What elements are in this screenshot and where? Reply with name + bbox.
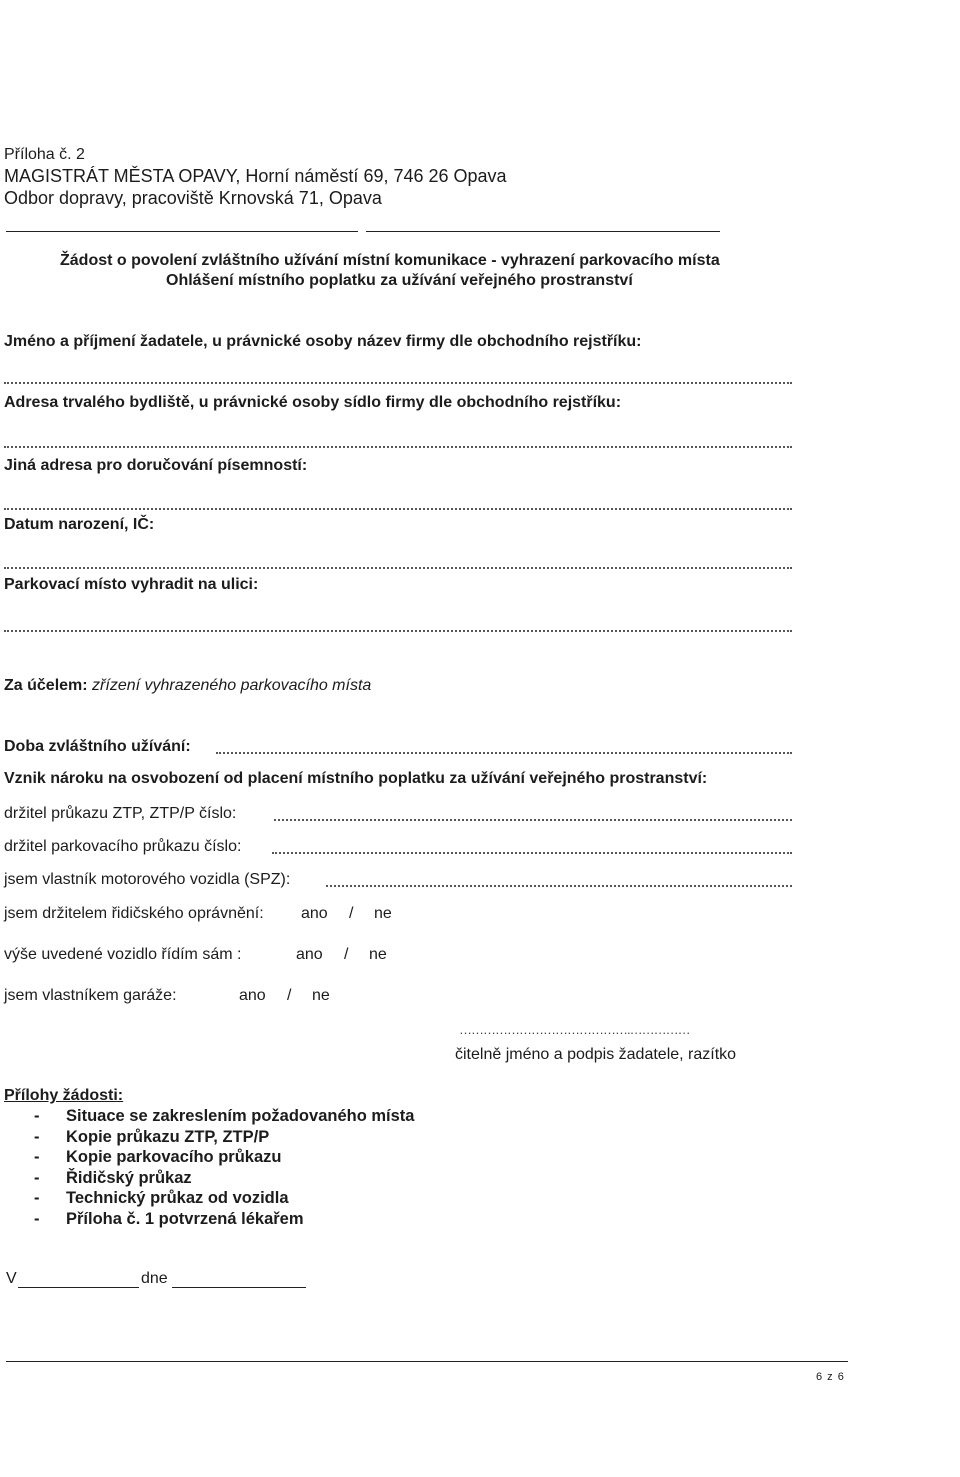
applicant-name-label: Jméno a příjmení žadatele, u právnické osoby název firmy dle obchodního rejstříku:: [4, 333, 642, 350]
parking-card-field[interactable]: [272, 852, 792, 854]
vehicle-owner-field[interactable]: [326, 885, 792, 887]
license-holder-label: jsem držitelem řidičského oprávnění:: [4, 905, 264, 922]
signature-caption: čitelně jméno a podpis žadatele, razítko: [455, 1046, 737, 1063]
garage-owner-slash: /: [287, 987, 292, 1004]
license-holder-row: [4, 905, 264, 923]
drive-myself-no[interactable]: ne: [369, 946, 387, 963]
place-label: V: [6, 1270, 17, 1287]
attachment-number: Příloha č. 2: [4, 146, 85, 163]
page-number: 6 z 6: [816, 1371, 845, 1383]
attachment-label: Příloha č. 1 potvrzená lékařem: [66, 1209, 304, 1228]
department-address: Odbor dopravy, pracoviště Krnovská 71, Opava: [4, 188, 382, 208]
garage-owner-no[interactable]: ne: [312, 987, 330, 1004]
duration-label: Doba zvláštního užívání:: [4, 738, 191, 755]
birth-date-ic-label: Datum narození, IČ:: [4, 516, 155, 533]
drive-myself-yes[interactable]: ano: [296, 946, 323, 963]
license-holder-no[interactable]: ne: [374, 905, 392, 922]
drive-myself-label: výše uvedené vozidlo řídím sám :: [4, 946, 242, 963]
attachment-label: Kopie průkazu ZTP, ZTP/P: [66, 1127, 270, 1146]
date-field[interactable]: [172, 1287, 306, 1288]
attachment-label: Kopie parkovacího průkazu: [66, 1148, 282, 1166]
vehicle-owner-label: jsem vlastník motorového vozidla (SPZ):: [4, 871, 291, 888]
purpose-row: [4, 677, 371, 695]
form-subtitle: Ohlášení místního poplatku za užívání veřejného prostranství: [166, 272, 633, 289]
duration-field[interactable]: [216, 752, 792, 754]
applicant-name-field[interactable]: [4, 382, 792, 384]
list-item: [34, 1106, 414, 1127]
footer-rule: [6, 1361, 848, 1362]
license-holder-yes[interactable]: ano: [301, 905, 328, 922]
list-item: [34, 1188, 414, 1209]
bullet-dash: -: [34, 1209, 40, 1228]
list-item: [34, 1147, 414, 1168]
bullet-dash: -: [34, 1127, 40, 1146]
attachment-label: Situace se zakreslením požadovaného místa: [66, 1107, 415, 1125]
form-title: Žádost o povolení zvláštního užívání místní komunikace - vyhrazení parkovacího místa: [60, 252, 720, 269]
attachment-label: Řidičský průkaz: [66, 1168, 192, 1187]
date-label: dne: [141, 1270, 168, 1287]
parking-card-label: držitel parkovacího průkazu číslo:: [4, 838, 242, 855]
parking-street-label: Parkovací místo vyhradit na ulici:: [4, 576, 259, 593]
exemption-heading: Vznik nároku na osvobození od placení místního poplatku za užívání veřejného prostranství:: [4, 770, 708, 787]
parking-street-field[interactable]: [4, 630, 792, 632]
signature-dots[interactable]: …………………………………….……………: [459, 1022, 690, 1037]
purpose-value: zřízení vyhrazeného parkovacího místa: [92, 677, 372, 694]
bullet-dash: -: [34, 1148, 40, 1166]
permanent-address-label: Adresa trvalého bydliště, u právnické osoby sídlo firmy dle obchodního rejstříku:: [4, 394, 622, 411]
ztp-card-field[interactable]: [274, 819, 792, 821]
bullet-dash: -: [34, 1107, 40, 1125]
delivery-address-field[interactable]: [4, 508, 792, 510]
header-rule-right: [366, 231, 720, 232]
license-holder-slash: /: [349, 905, 354, 922]
authority-address: [4, 166, 507, 187]
bullet-dash: -: [34, 1168, 40, 1187]
list-item: [34, 1209, 414, 1230]
birth-date-ic-field[interactable]: [4, 567, 792, 569]
place-field[interactable]: [18, 1287, 139, 1288]
bullet-dash: -: [34, 1189, 40, 1207]
purpose-label: Za účelem:: [4, 677, 88, 694]
list-item: [34, 1168, 414, 1189]
delivery-address-label: Jiná adresa pro doručování písemností:: [4, 457, 308, 474]
garage-owner-label: jsem vlastníkem garáže:: [4, 987, 177, 1004]
authority-address-text: MAGISTRÁT MĚSTA OPAVY, Horní náměstí 69, 746 26 Opava: [4, 166, 507, 186]
list-item: [34, 1127, 414, 1148]
ztp-card-label: držitel průkazu ZTP, ZTP/P číslo:: [4, 805, 237, 822]
permanent-address-field[interactable]: [4, 446, 792, 448]
garage-owner-yes[interactable]: ano: [239, 987, 266, 1004]
attachments-list: [34, 1106, 414, 1229]
attachments-heading: Přílohy žádosti:: [4, 1087, 124, 1104]
attachment-label: Technický průkaz od vozidla: [66, 1189, 289, 1207]
header-rule-left: [6, 231, 358, 232]
drive-myself-slash: /: [344, 946, 349, 963]
